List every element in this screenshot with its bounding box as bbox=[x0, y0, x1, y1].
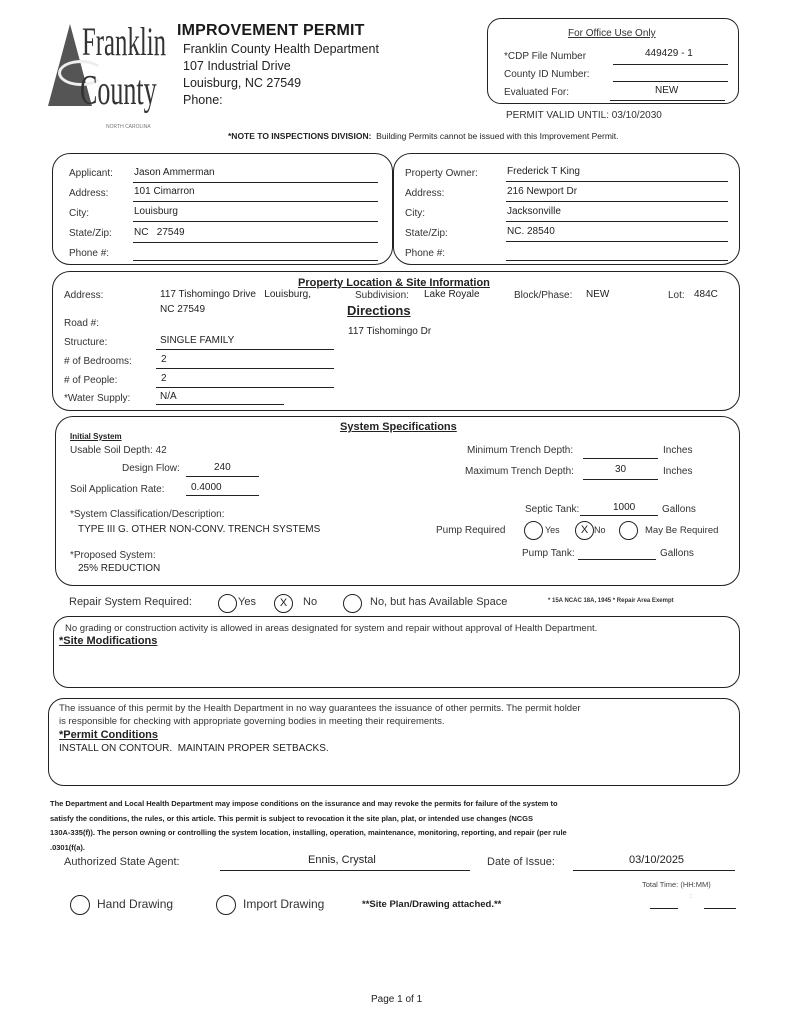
date-of-issue-label: Date of Issue: bbox=[487, 856, 555, 868]
bedrooms-value: 2 bbox=[161, 354, 167, 365]
applicant-address-label: Address: bbox=[69, 188, 109, 199]
soil-rate-value: 0.4000 bbox=[191, 482, 222, 493]
evaluated-for-value: NEW bbox=[655, 85, 679, 96]
septic-tank-label: Septic Tank: bbox=[525, 504, 580, 515]
department-street: 107 Industrial Drive bbox=[183, 59, 291, 73]
owner-city: Jacksonville bbox=[507, 206, 561, 217]
import-drawing-label: Import Drawing bbox=[243, 897, 325, 911]
directions-text: 117 Tishomingo Dr bbox=[348, 326, 432, 337]
applicant-label: Applicant: bbox=[69, 168, 113, 179]
max-trench-value: 30 bbox=[615, 464, 627, 475]
pump-required-label: Pump Required bbox=[436, 525, 506, 536]
system-box bbox=[55, 416, 740, 586]
bedrooms-label: # of Bedrooms: bbox=[64, 356, 132, 367]
applicant-city-label: City: bbox=[69, 208, 89, 219]
repair-available-space-label: No, but has Available Space bbox=[370, 596, 508, 608]
water-supply-value: N/A bbox=[160, 391, 177, 402]
min-trench-unit: Inches bbox=[663, 445, 693, 456]
site-plan-attached-note: **Site Plan/Drawing attached.** bbox=[362, 899, 502, 910]
block-phase-value: NEW bbox=[586, 289, 610, 300]
department-name: Franklin County Health Department bbox=[183, 42, 379, 56]
property-address-label: Address: bbox=[64, 290, 104, 301]
repair-label: Repair System Required: bbox=[69, 596, 192, 608]
system-section-title: System Specifications bbox=[340, 421, 457, 433]
county-id-label: County ID Number: bbox=[504, 69, 590, 80]
conditions-notice-line1: The issuance of this permit by the Health Department in no way guarantees the issuance of other permits. The permit holder bbox=[59, 703, 581, 714]
septic-tank-value: 1000 bbox=[613, 502, 636, 513]
applicant-box bbox=[52, 153, 393, 265]
site-mod-title: *Site Modifications bbox=[59, 635, 158, 647]
applicant-state-zip: NC 27549 bbox=[134, 227, 185, 238]
agent-label: Authorized State Agent: bbox=[64, 856, 180, 868]
proposed-system-label: *Proposed System: bbox=[70, 550, 156, 561]
cdp-label: *CDP File Number bbox=[504, 51, 587, 62]
conditions-text: INSTALL ON CONTOUR. MAINTAIN PROPER SETBACKS. bbox=[59, 743, 329, 754]
pump-yes-radio[interactable] bbox=[524, 521, 543, 540]
page-number: Page 1 of 1 bbox=[371, 994, 423, 1005]
owner-state-zip-label: State/Zip: bbox=[405, 228, 448, 239]
applicant-state-zip-label: State/Zip: bbox=[69, 228, 112, 239]
owner-address: 216 Newport Dr bbox=[507, 186, 578, 197]
max-trench-label: Maximum Trench Depth: bbox=[465, 466, 574, 477]
owner-box bbox=[393, 153, 740, 265]
proposed-system-value: 25% REDUCTION bbox=[78, 563, 161, 574]
soil-rate-label: Soil Application Rate: bbox=[70, 484, 165, 495]
permit-valid-until: PERMIT VALID UNTIL: 03/10/2030 bbox=[506, 110, 662, 121]
owner-state-zip: NC. 28540 bbox=[507, 226, 555, 237]
applicant-address: 101 Cimarron bbox=[134, 186, 195, 197]
conditions-title: *Permit Conditions bbox=[59, 729, 159, 741]
site-modifications-box bbox=[53, 616, 740, 688]
repair-footnote: * 15A NCAC 18A, 1945 * Repair Area Exempt bbox=[548, 598, 674, 604]
design-flow-value: 240 bbox=[214, 462, 231, 473]
legal-line-3: 130A-335(f)). The person owning or controlling the system location, installing, operation, maintenance, monitoring, reporting, and repair (per rule bbox=[50, 828, 567, 837]
inspections-note bbox=[228, 131, 619, 141]
import-drawing-radio[interactable] bbox=[216, 895, 236, 915]
total-time-minutes[interactable] bbox=[704, 908, 736, 909]
subdivision-label: Subdivision: bbox=[355, 290, 409, 301]
total-time-hours[interactable] bbox=[650, 908, 678, 909]
page-title: IMPROVEMENT PERMIT bbox=[177, 22, 365, 39]
lot-value: 484C bbox=[694, 289, 718, 300]
classification-value: TYPE III G. OTHER NON-CONV. TRENCH SYSTEMS bbox=[78, 524, 321, 535]
owner-name: Frederick T King bbox=[507, 166, 580, 177]
hand-drawing-radio[interactable] bbox=[70, 895, 90, 915]
property-address-line1: 117 Tishomingo Drive Louisburg, bbox=[160, 289, 312, 300]
legal-line-4: .0301(f(a). bbox=[50, 842, 86, 852]
inspections-note-text: Building Permits cannot be issued with this Improvement Permit. bbox=[376, 131, 619, 141]
lot-label: Lot: bbox=[668, 290, 685, 301]
conditions-notice-line2: is responsible for checking with appropriate governing bodies in meeting their requirements. bbox=[59, 716, 445, 727]
owner-phone-label: Phone #: bbox=[405, 248, 446, 259]
repair-no-label: No bbox=[303, 596, 318, 608]
repair-yes-label: Yes bbox=[238, 596, 256, 608]
logo-subtitle: NORTH CAROLINA bbox=[106, 124, 151, 130]
pump-no-radio[interactable]: X bbox=[575, 521, 594, 540]
logo-franklin: Franklin bbox=[82, 19, 167, 64]
structure-label: Structure: bbox=[64, 337, 108, 348]
water-supply-label: *Water Supply: bbox=[64, 393, 131, 404]
people-value: 2 bbox=[161, 373, 167, 384]
date-of-issue-value: 03/10/2025 bbox=[629, 854, 685, 866]
property-address-line2: NC 27549 bbox=[160, 304, 206, 315]
applicant-phone-label: Phone #: bbox=[69, 248, 110, 259]
legal-text bbox=[50, 797, 567, 855]
hand-drawing-label: Hand Drawing bbox=[97, 897, 174, 911]
office-use-box bbox=[487, 18, 739, 104]
repair-yes-radio[interactable] bbox=[218, 594, 237, 613]
agent-name: Ennis, Crystal bbox=[308, 854, 376, 866]
min-trench-label: Minimum Trench Depth: bbox=[467, 445, 574, 456]
pump-no-label: No bbox=[594, 525, 606, 535]
owner-address-label: Address: bbox=[405, 188, 445, 199]
inspections-note-bold: *NOTE TO INSPECTIONS DIVISION: bbox=[228, 131, 372, 141]
people-label: # of People: bbox=[64, 375, 118, 386]
department-phone-label: Phone: bbox=[183, 93, 223, 107]
cdp-value: 449429 - 1 bbox=[645, 48, 693, 59]
repair-no-radio[interactable]: X bbox=[274, 594, 293, 613]
evaluated-for-label: Evaluated For: bbox=[504, 87, 570, 98]
office-use-title: For Office Use Only bbox=[568, 28, 656, 39]
pump-tank-label: Pump Tank: bbox=[522, 548, 575, 559]
legal-line-2: satisfy the conditions, the rules, or this article. This permit is subject to revocation it the site plan, plat, or intended use changes (NCGS bbox=[50, 813, 534, 823]
property-box bbox=[52, 271, 740, 411]
applicant-city: Louisburg bbox=[134, 206, 178, 217]
pump-maybe-label: May Be Required bbox=[645, 525, 719, 536]
design-flow-label: Design Flow: bbox=[122, 463, 180, 474]
block-phase-label: Block/Phase: bbox=[514, 290, 573, 301]
road-label: Road #: bbox=[64, 318, 100, 329]
pump-yes-label: Yes bbox=[545, 525, 560, 535]
initial-system-title: Initial System bbox=[70, 432, 122, 441]
subdivision-value: Lake Royale bbox=[424, 289, 480, 300]
owner-label: Property Owner: bbox=[405, 168, 478, 179]
max-trench-unit: Inches bbox=[663, 466, 693, 477]
logo-county: County bbox=[80, 68, 157, 114]
pump-maybe-radio[interactable] bbox=[619, 521, 638, 540]
department-city: Louisburg, NC 27549 bbox=[183, 76, 302, 90]
total-time-separator: : bbox=[690, 893, 692, 900]
property-section-title: Property Location & Site Information bbox=[298, 277, 490, 289]
applicant-name: Jason Ammerman bbox=[134, 167, 215, 178]
permit-conditions-box bbox=[48, 698, 740, 786]
structure-value: SINGLE FAMILY bbox=[160, 335, 235, 346]
repair-available-space-radio[interactable] bbox=[343, 594, 362, 613]
total-time-label: Total Time: (HH:MM) bbox=[642, 880, 711, 889]
pump-tank-unit: Gallons bbox=[660, 548, 694, 559]
septic-tank-unit: Gallons bbox=[662, 504, 696, 515]
legal-line-1: The Department and Local Health Department may impose conditions on the issurance and may revoke the permits for failure of the system to bbox=[50, 799, 558, 808]
classification-label: *System Classification/Description: bbox=[70, 509, 225, 520]
owner-city-label: City: bbox=[405, 208, 425, 219]
usable-soil-depth: Usable Soil Depth: 42 bbox=[70, 445, 167, 456]
site-mod-notice: No grading or construction activity is allowed in areas designated for system and repair without approval of Health Department. bbox=[65, 623, 598, 634]
directions-title: Directions bbox=[347, 303, 411, 318]
